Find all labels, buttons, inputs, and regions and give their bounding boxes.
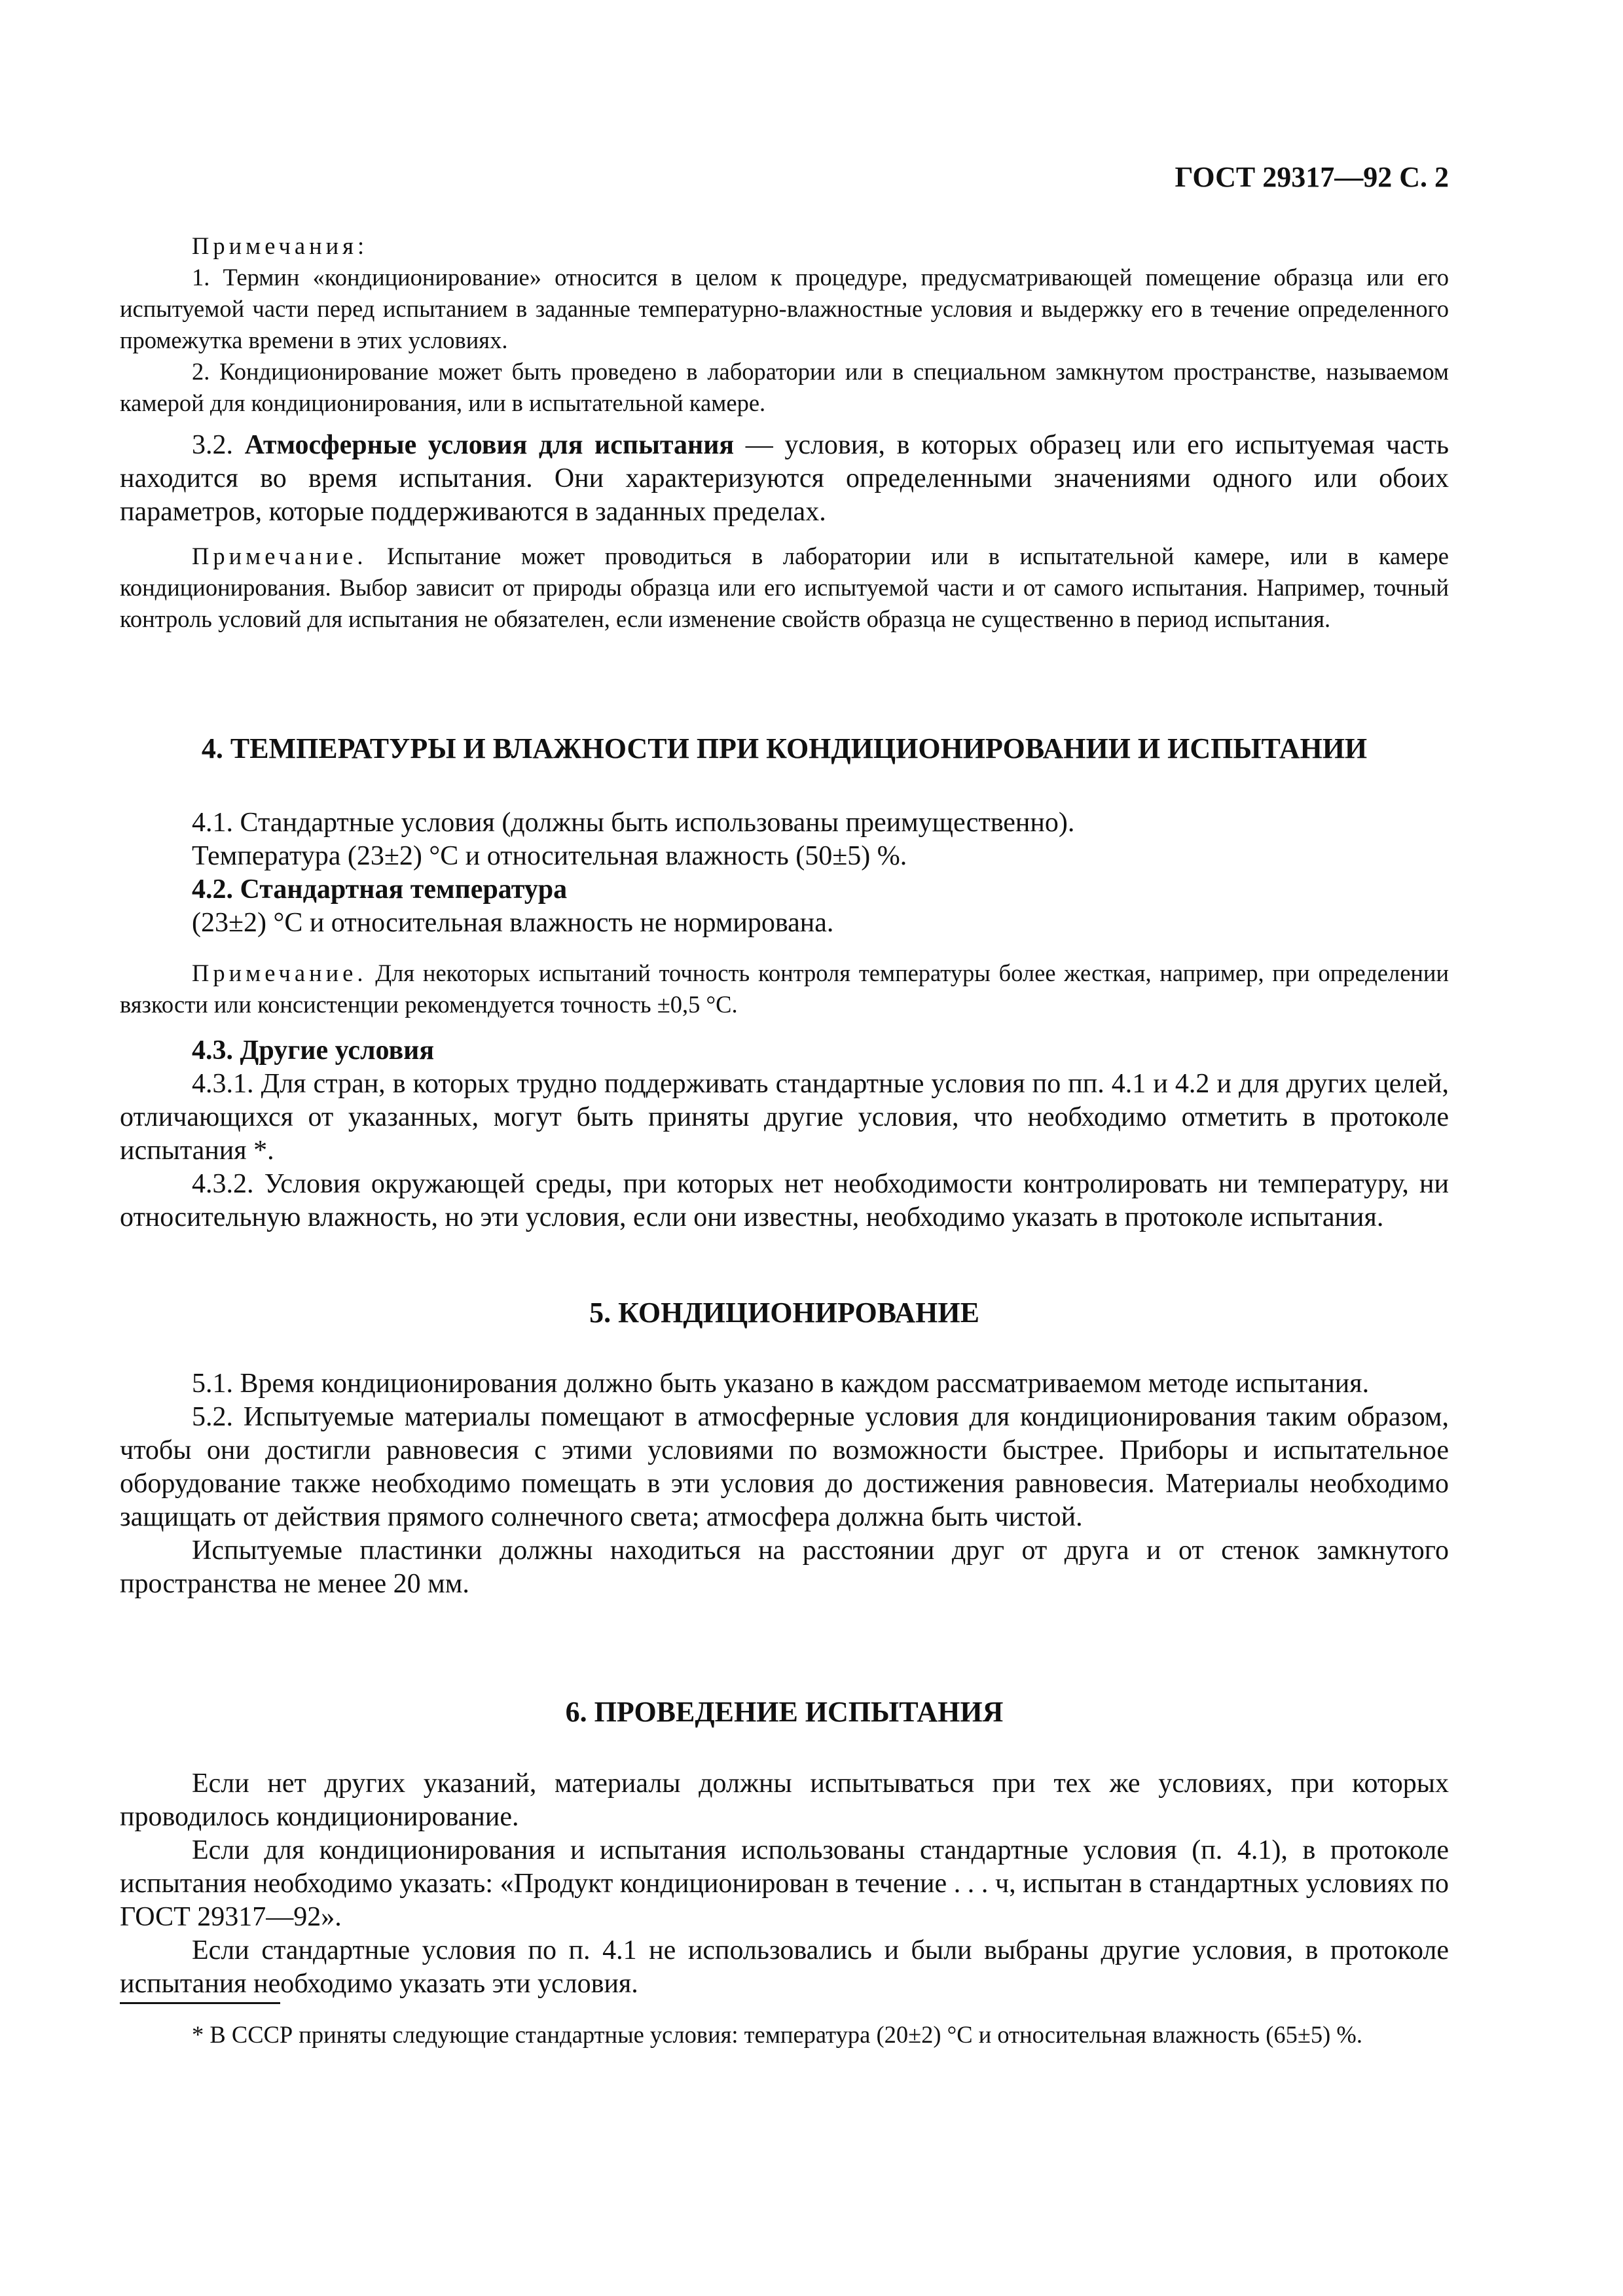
clause-5-2: 5.2. Испытуемые материалы помещают в атмосферные условия для кондиционирования таким образом, чтобы они достигли равновесия с этими условиями по возможности быстрее. Приборы и испытательное оборудование также необходимо помещать в эти условия до достижения равновесия. Материалы необходимо защищать от действия прямого солнечного света; атмосфера должна быть чистой. <box>120 1402 1449 1532</box>
section-6-body <box>120 1767 1449 2001</box>
footnote-divider <box>120 2002 280 2004</box>
clause-4-3-heading: 4.3. Другие условия <box>192 1035 435 1066</box>
section-6-p1: Если нет других указаний, материалы должны испытываться при тех же условиях, при которых проводилось кондиционирование. <box>120 1768 1449 1832</box>
document-page <box>120 0 1449 2296</box>
note-4-2 <box>120 958 1449 1020</box>
clause-4-1b: Температура (23±2) °С и относительная влажность (50±5) %. <box>192 841 907 871</box>
clause-4-1a: 4.1. Стандартные условия (должны быть использованы преимущественно). <box>192 808 1075 838</box>
clause-3-2-num: 3.2. <box>192 430 233 460</box>
clause-5-1: 5.1. Время кондиционирования должно быть указано в каждом рассматриваемом методе испытания. <box>192 1369 1370 1399</box>
note-4-2-label: Примечание. <box>192 960 367 986</box>
clause-3-2-term: Атмосферные условия для испытания <box>244 430 735 460</box>
footnote <box>120 2019 1449 2051</box>
section-5-title: 5. КОНДИЦИОНИРОВАНИЕ <box>589 1297 979 1329</box>
clause-3-2-text <box>120 429 1449 529</box>
clause-3-2 <box>120 429 1449 529</box>
document-header: ГОСТ 29317—92 С. 2 <box>1175 161 1449 193</box>
section-6-title: 6. ПРОВЕДЕНИЕ ИСПЫТАНИЯ <box>565 1696 1004 1728</box>
note-4-2-text <box>120 958 1449 1020</box>
footnote-text: * В СССР приняты следующие стандартные условия: температура (20±2) °С и относительная влажность (65±5) %. <box>192 2021 1362 2048</box>
clause-4-3-2: 4.3.2. Условия окружающей среды, при которых нет необходимости контролировать ни температуру, ни относительную влажность, но эти условия, если они известны, необходимо указать в протоколе испытания. <box>120 1169 1449 1232</box>
section-4-title: 4. ТЕМПЕРАТУРЫ И ВЛАЖНОСТИ ПРИ КОНДИЦИОНИРОВАНИИ И ИСПЫТАНИИ <box>201 732 1368 764</box>
note-1: 1. Термин «кондиционирование» относится в целом к процедуре, предусматривающей помещение образца или его испытуемой части перед испытанием в заданные температурно-влажностные условия и выдержку его в течение определенного промежутка времени в этих условиях. <box>120 264 1449 353</box>
note-2: 2. Кондиционирование может быть проведено в лаборатории или в специальном замкнутом пространстве, называемом камерой для кондиционирования, или в испытательной камере. <box>120 358 1449 416</box>
section-5-body <box>120 1367 1449 1601</box>
notes-heading: Примечания: <box>192 232 369 259</box>
note-3-2-text <box>120 541 1449 635</box>
clause-4-3-1: 4.3.1. Для стран, в которых трудно поддерживать стандартные условия по пп. 4.1 и 4.2 и для других целей, отличающихся от указанных, могут быть приняты другие условия, что необходимо отметить в протоколе испытания *. <box>120 1069 1449 1166</box>
note-4-2-body: Для некоторых испытаний точность контроля температуры более жесткая, например, при определении вязкости или консистенции рекомендуется точность ±0,5 °С. <box>120 960 1449 1018</box>
section-6-p2: Если для кондиционирования и испытания использованы стандартные условия (п. 4.1), в протоколе испытания необходимо указать: «Продукт кондиционирован в течение . . . ч, испытан в стандартных условиях по ГОСТ 29317—92». <box>120 1835 1449 1932</box>
clause-5-3: Испытуемые пластинки должны находиться на расстоянии друг от друга и от стенок замкнутого пространства не менее 20 мм. <box>120 1535 1449 1599</box>
clause-4-2-heading: 4.2. Стандартная температура <box>192 874 568 905</box>
section-4-other <box>120 1034 1449 1234</box>
section-6-p3: Если стандартные условия по п. 4.1 не использовались и были выбраны другие условия, в протоколе испытания необходимо указать эти условия. <box>120 1935 1449 1999</box>
note-3-2-label: Примечание. <box>192 543 367 569</box>
note-3-2-body: Испытание может проводиться в лаборатории или в испытательной камере, или в камере кондиционирования. Выбор зависит от природы образца или его испытуемой части и от самого испытания. Например, точный контроль условий для испытания не обязателен, если изменение свойств образца не существенно в период испытания. <box>120 543 1449 632</box>
clause-3-2-body: — условия, в которых образец или его испытуемая часть находится во время испытания. Они характеризуются определенными значениями одного или обоих параметров, которые поддерживаются в заданных пределах. <box>120 430 1450 527</box>
clause-4-2-text: (23±2) °С и относительная влажность не нормирована. <box>192 908 834 938</box>
note-3-2 <box>120 541 1449 635</box>
section-4-standard <box>120 806 1449 940</box>
notes-block <box>120 230 1449 419</box>
